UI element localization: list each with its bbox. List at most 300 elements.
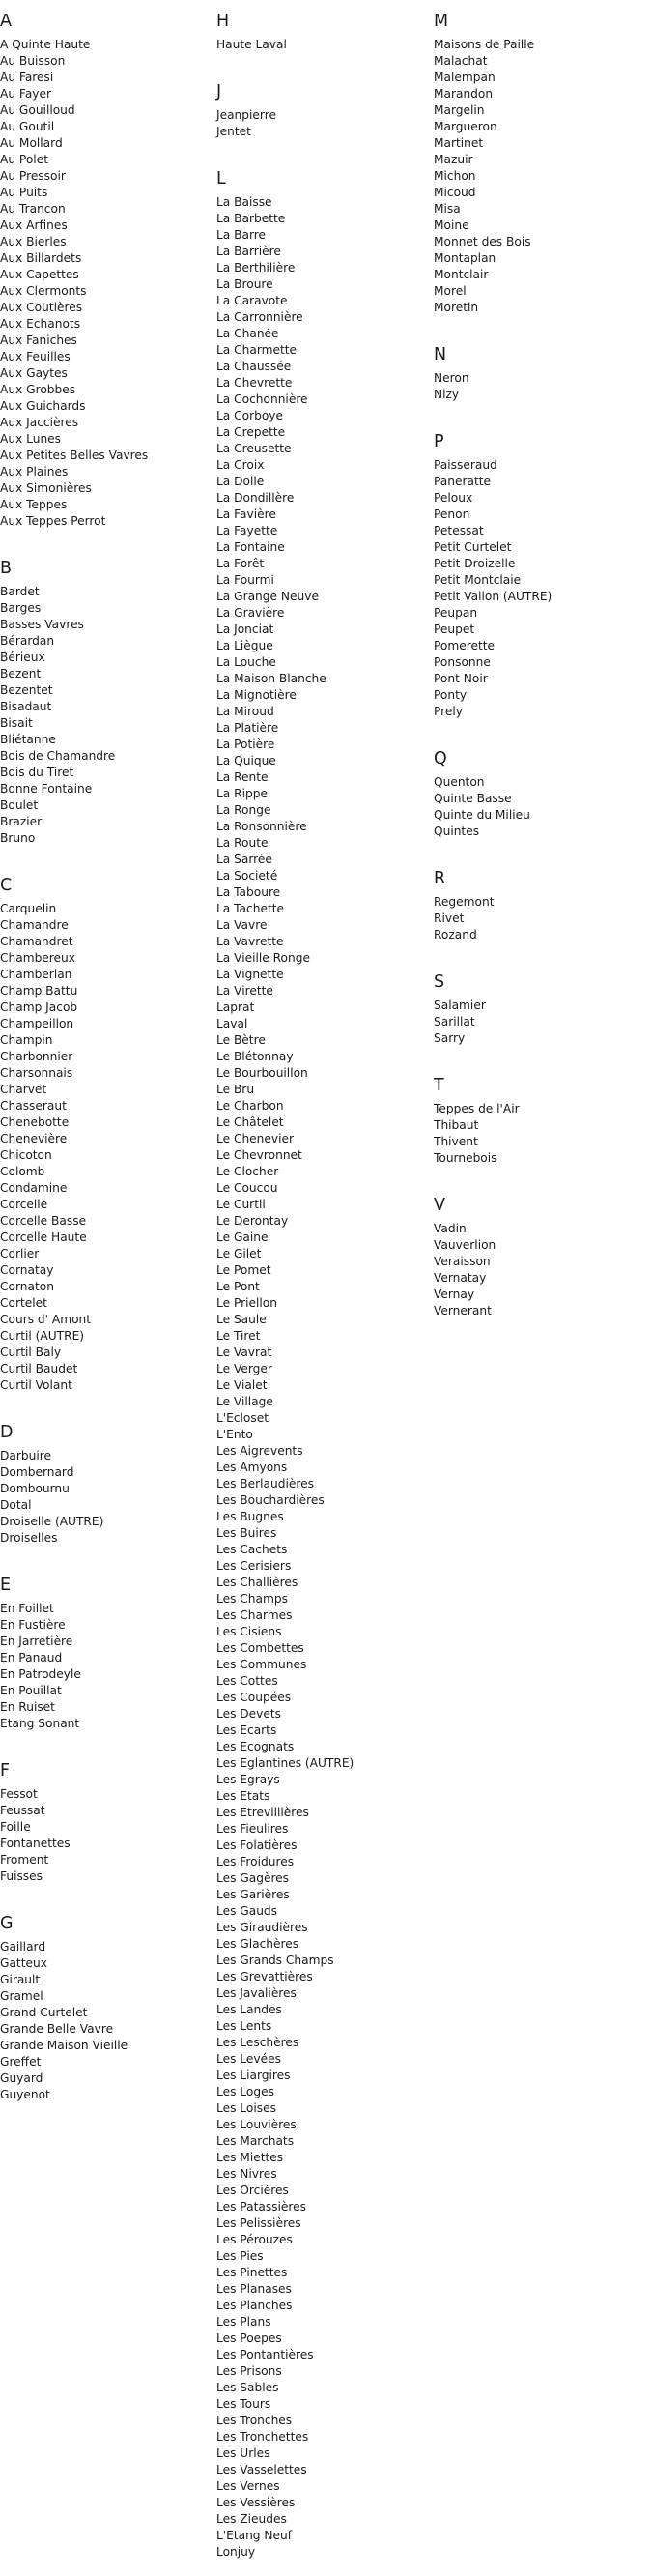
place-link[interactable]: Cornaton (0, 1280, 54, 1293)
place-link[interactable]: Les Pelissières (216, 2216, 301, 2230)
place-link[interactable]: La Vieille Ronge (216, 951, 310, 965)
place-link[interactable]: Montaplan (434, 251, 496, 265)
place-link[interactable]: Aux Petites Belles Vavres (0, 449, 149, 462)
place-link[interactable]: Au Pressoir (0, 169, 66, 183)
place-link[interactable]: Corcelle (0, 1198, 48, 1211)
place-link[interactable]: La Charmette (216, 343, 298, 357)
place-link[interactable]: Gramel (0, 1989, 43, 2003)
place-link[interactable]: Les Cisiens (216, 1625, 282, 1638)
place-link[interactable]: La Chanée (216, 327, 279, 340)
place-link[interactable]: La Forêt (216, 557, 265, 570)
place-link[interactable]: En Foillet (0, 1602, 54, 1615)
place-link[interactable]: Les Giraudières (216, 1921, 308, 1934)
place-link[interactable]: Les Ecarts (216, 1723, 277, 1737)
place-link[interactable]: Bois du Tiret (0, 766, 74, 779)
place-link[interactable]: Chamandre (0, 918, 69, 932)
place-link[interactable]: Aux Jaccières (0, 416, 79, 429)
place-link[interactable]: Thivent (434, 1135, 478, 1148)
place-link[interactable]: Ponty (434, 688, 468, 702)
place-link[interactable]: Le Vialet (216, 1378, 268, 1392)
place-link[interactable]: La Carronnière (216, 310, 303, 324)
place-link[interactable]: Aux Teppes Perrot (0, 514, 106, 528)
place-link[interactable]: Cours d' Amont (0, 1313, 92, 1326)
place-link[interactable]: Champeillon (0, 1017, 74, 1030)
place-link[interactable]: Prely (434, 705, 463, 718)
place-link[interactable]: Au Fayer (0, 87, 52, 101)
place-link[interactable]: Lonjuy (216, 2545, 256, 2559)
place-link[interactable]: Maisons de Paille (434, 38, 535, 51)
place-link[interactable]: La Jonciat (216, 622, 274, 636)
place-link[interactable]: Au Faresi (0, 71, 54, 84)
place-link[interactable]: La Barrière (216, 245, 281, 258)
place-link[interactable]: Peupet (434, 622, 475, 636)
place-link[interactable]: Paisseraud (434, 458, 497, 472)
place-link[interactable]: La Barre (216, 228, 266, 242)
place-link[interactable]: Foille (0, 1820, 31, 1834)
place-link[interactable]: Charvet (0, 1083, 47, 1096)
place-link[interactable]: Petit Montclaie (434, 573, 522, 587)
place-link[interactable]: Pomerette (434, 639, 496, 652)
place-link[interactable]: Le Vavrat (216, 1346, 272, 1359)
place-link[interactable]: Le Verger (216, 1362, 272, 1375)
place-link[interactable]: Les Cottes (216, 1674, 278, 1688)
place-link[interactable]: Les Liargires (216, 2069, 291, 2082)
place-link[interactable]: La Miroud (216, 705, 274, 718)
place-link[interactable]: Les Planases (216, 2282, 292, 2296)
place-link[interactable]: La Chaussée (216, 360, 292, 373)
place-link[interactable]: Jentet (216, 125, 251, 138)
place-link[interactable]: Aux Grobbes (0, 383, 76, 396)
place-link[interactable]: Chambereux (0, 951, 75, 965)
place-link[interactable]: Le Clocher (216, 1165, 279, 1178)
place-link[interactable]: Aux Gaytes (0, 366, 68, 380)
place-link[interactable]: Les Pies (216, 2249, 264, 2263)
place-link[interactable]: La Cochonnière (216, 392, 308, 406)
place-link[interactable]: Chamberlan (0, 968, 72, 981)
place-link[interactable]: Rozand (434, 928, 477, 941)
place-link[interactable]: Penon (434, 507, 470, 521)
place-link[interactable]: Pont Noir (434, 672, 488, 685)
place-link[interactable]: Salamier (434, 999, 486, 1012)
place-link[interactable]: La Vavre (216, 918, 268, 932)
place-link[interactable]: Quinte du Milieu (434, 808, 530, 822)
place-link[interactable]: Les Bouchardières (216, 1493, 325, 1507)
place-link[interactable]: Les Loises (216, 2101, 276, 2115)
place-link[interactable]: Aux Faniches (0, 333, 77, 347)
place-link[interactable]: Les Plans (216, 2315, 271, 2329)
place-link[interactable]: Les Garières (216, 1888, 290, 1901)
place-link[interactable]: Les Vessières (216, 2496, 296, 2509)
place-link[interactable]: La Creusette (216, 442, 292, 455)
place-link[interactable]: Darbuire (0, 1449, 51, 1462)
place-link[interactable]: L'Etang Neuf (216, 2529, 293, 2542)
place-link[interactable]: Peloux (434, 491, 473, 505)
place-link[interactable]: Les Fieulires (216, 1822, 289, 1836)
place-link[interactable]: Margelin (434, 103, 485, 117)
place-link[interactable]: La Doile (216, 475, 265, 488)
place-link[interactable]: Martinet (434, 136, 484, 150)
place-link[interactable]: Corcelle Basse (0, 1214, 87, 1228)
place-link[interactable]: Basses Vavres (0, 618, 84, 631)
place-link[interactable]: Vauverlion (434, 1238, 496, 1252)
place-link[interactable]: Les Marchats (216, 2134, 295, 2148)
place-link[interactable]: Les Buires (216, 1526, 277, 1540)
place-link[interactable]: Les Tours (216, 2397, 271, 2411)
place-link[interactable]: La Fayette (216, 524, 278, 537)
place-link[interactable]: Corlier (0, 1247, 40, 1260)
place-link[interactable]: Le Gaine (216, 1230, 269, 1244)
place-link[interactable]: Les Amyons (216, 1461, 288, 1474)
place-link[interactable]: En Pouillat (0, 1684, 62, 1697)
place-link[interactable]: Monnet des Bois (434, 235, 531, 248)
place-link[interactable]: Le Blétonnay (216, 1050, 294, 1063)
place-link[interactable]: Les Patassières (216, 2200, 306, 2214)
place-link[interactable]: Les Devets (216, 1707, 282, 1721)
place-link[interactable]: Les Pinettes (216, 2266, 288, 2279)
place-link[interactable]: Aux Teppes (0, 498, 68, 511)
place-link[interactable]: Le Châtelet (216, 1115, 284, 1129)
place-link[interactable]: Quintes (434, 825, 480, 838)
place-link[interactable]: Les Ecognats (216, 1740, 295, 1753)
place-link[interactable]: La Maison Blanche (216, 672, 326, 685)
place-link[interactable]: Les Tronches (216, 2414, 293, 2427)
place-link[interactable]: Les Combettes (216, 1641, 304, 1655)
place-link[interactable]: Champin (0, 1033, 53, 1047)
place-link[interactable]: Les Vernes (216, 2479, 280, 2493)
place-link[interactable]: Le Bètre (216, 1033, 266, 1047)
place-link[interactable]: La Broure (216, 277, 273, 291)
place-link[interactable]: Jeanpierre (216, 108, 276, 122)
place-link[interactable]: Au Trancon (0, 202, 66, 216)
place-link[interactable]: Bérardan (0, 634, 55, 648)
place-link[interactable]: Les Aigrevents (216, 1444, 303, 1458)
place-link[interactable]: Mazuir (434, 153, 473, 166)
place-link[interactable]: Les Glachères (216, 1937, 299, 1951)
place-link[interactable]: En Patrodeyle (0, 1667, 81, 1681)
place-link[interactable]: Regemont (434, 895, 495, 909)
place-link[interactable]: Charbonnier (0, 1050, 73, 1063)
place-link[interactable]: Le Village (216, 1395, 273, 1408)
place-link[interactable]: Quinte Basse (434, 792, 512, 805)
place-link[interactable]: Neron (434, 371, 469, 385)
place-link[interactable]: Au Puits (0, 186, 48, 199)
place-link[interactable]: Bonne Fontaine (0, 782, 93, 796)
place-link[interactable]: L'Ento (216, 1428, 253, 1441)
place-link[interactable]: Les Landes (216, 2003, 282, 2016)
place-link[interactable]: La Corboye (216, 409, 284, 422)
place-link[interactable]: Marandon (434, 87, 494, 101)
place-link[interactable]: Au Mollard (0, 136, 63, 150)
place-link[interactable]: Dombernard (0, 1465, 74, 1479)
place-link[interactable]: En Jarretière (0, 1635, 73, 1648)
place-link[interactable]: Le Chevronnet (216, 1148, 302, 1162)
place-link[interactable]: Les Froidures (216, 1855, 295, 1868)
place-link[interactable]: Paneratte (434, 475, 492, 488)
place-link[interactable]: La Dondillère (216, 491, 295, 505)
place-link[interactable]: Fontanettes (0, 1837, 71, 1850)
place-link[interactable]: Les Eglantines (AUTRE) (216, 1756, 354, 1770)
place-link[interactable]: Les Miettes (216, 2151, 284, 2164)
place-link[interactable]: Cornatay (0, 1263, 54, 1277)
place-link[interactable]: Margueron (434, 120, 497, 133)
place-link[interactable]: Les Vasselettes (216, 2463, 307, 2476)
place-link[interactable]: La Caravote (216, 294, 288, 307)
place-link[interactable]: Les Prisons (216, 2364, 282, 2378)
place-link[interactable]: Les Pontantières (216, 2348, 314, 2361)
place-link[interactable]: Fuisses (0, 1869, 43, 1883)
place-link[interactable]: Colomb (0, 1165, 45, 1178)
place-link[interactable]: Le Priellon (216, 1296, 277, 1310)
place-link[interactable]: La Route (216, 836, 269, 850)
place-link[interactable]: Sarry (434, 1031, 466, 1045)
place-link[interactable]: Le Pont (216, 1280, 260, 1293)
place-link[interactable]: Tournebois (434, 1151, 497, 1165)
place-link[interactable]: La Chevrette (216, 376, 293, 390)
place-link[interactable]: Aux Coutières (0, 301, 83, 314)
place-link[interactable]: La Grange Neuve (216, 590, 319, 603)
place-link[interactable]: Moretin (434, 301, 479, 314)
place-link[interactable]: La Virette (216, 984, 273, 998)
place-link[interactable]: Peupan (434, 606, 478, 620)
place-link[interactable]: Champ Jacob (0, 1000, 78, 1014)
place-link[interactable]: Les Loges (216, 2085, 274, 2098)
place-link[interactable]: Les Leschères (216, 2036, 299, 2049)
place-link[interactable]: Les Cerisiers (216, 1559, 292, 1573)
place-link[interactable]: Gaillard (0, 1940, 46, 1954)
place-link[interactable]: Les Etats (216, 1789, 270, 1803)
place-link[interactable]: Vernay (434, 1288, 475, 1301)
place-link[interactable]: Boulet (0, 798, 39, 812)
place-link[interactable]: Bisadaut (0, 700, 52, 713)
place-link[interactable]: Bliétanne (0, 733, 56, 746)
place-link[interactable]: Sarillat (434, 1015, 475, 1028)
place-link[interactable]: Thibaut (434, 1118, 479, 1132)
place-link[interactable]: Aux Echanots (0, 317, 81, 331)
place-link[interactable]: Gatteux (0, 1956, 47, 1970)
place-link[interactable]: La Berthilière (216, 261, 296, 275)
place-link[interactable]: Corcelle Haute (0, 1230, 87, 1244)
place-link[interactable]: Ponsonne (434, 655, 491, 669)
place-link[interactable]: Girault (0, 1973, 41, 1986)
place-link[interactable]: Dotal (0, 1498, 32, 1512)
place-link[interactable]: La Rente (216, 770, 269, 784)
place-link[interactable]: Aux Plaines (0, 465, 69, 478)
place-link[interactable]: Froment (0, 1853, 49, 1867)
place-link[interactable]: Le Pomet (216, 1263, 271, 1277)
place-link[interactable]: La Tachette (216, 902, 285, 915)
place-link[interactable]: Les Poepes (216, 2331, 282, 2345)
place-link[interactable]: Condamine (0, 1181, 68, 1195)
place-link[interactable]: Le Derontay (216, 1214, 289, 1228)
place-link[interactable]: Les Egrays (216, 1773, 280, 1786)
place-link[interactable]: Les Nivres (216, 2167, 277, 2181)
place-link[interactable]: Aux Lunes (0, 432, 62, 446)
place-link[interactable]: Aux Capettes (0, 268, 79, 281)
place-link[interactable]: Micoud (434, 186, 476, 199)
place-link[interactable]: Le Charbon (216, 1099, 284, 1113)
place-link[interactable]: Curtil Baly (0, 1346, 62, 1359)
place-link[interactable]: Aux Arfines (0, 218, 68, 232)
place-link[interactable]: La Sarrée (216, 853, 272, 866)
place-link[interactable]: Malachat (434, 54, 488, 68)
place-link[interactable]: Aux Feuilles (0, 350, 71, 363)
place-link[interactable]: Aux Clermonts (0, 284, 87, 298)
place-link[interactable]: Les Communes (216, 1658, 307, 1671)
place-link[interactable]: Les Zieudes (216, 2512, 287, 2526)
place-link[interactable]: Veraisson (434, 1255, 491, 1268)
place-link[interactable]: Guyard (0, 2071, 43, 2085)
place-link[interactable]: Au Buisson (0, 54, 66, 68)
place-link[interactable]: Le Bourbouillon (216, 1066, 308, 1080)
place-link[interactable]: Vernatay (434, 1271, 487, 1285)
place-link[interactable]: Chasseraut (0, 1099, 67, 1113)
place-link[interactable]: Petit Droizelle (434, 557, 516, 570)
place-link[interactable]: Haute Laval (216, 38, 287, 51)
place-link[interactable]: Les Lents (216, 2019, 272, 2033)
place-link[interactable]: La Vignette (216, 968, 284, 981)
place-link[interactable]: Droiselles (0, 1531, 58, 1545)
place-link[interactable]: Bruno (0, 831, 36, 845)
place-link[interactable]: Grande Belle Vavre (0, 2022, 114, 2036)
place-link[interactable]: Les Cachets (216, 1543, 288, 1556)
place-link[interactable]: Brazier (0, 815, 43, 828)
place-link[interactable]: La Mignotière (216, 688, 297, 702)
place-link[interactable]: Les Javalières (216, 1986, 297, 2000)
place-link[interactable]: Les Grands Champs (216, 1954, 334, 1967)
place-link[interactable]: Le Coucou (216, 1181, 278, 1195)
place-link[interactable]: Montclair (434, 268, 489, 281)
place-link[interactable]: Petit Vallon (AUTRE) (434, 590, 553, 603)
place-link[interactable]: Les Berlaudières (216, 1477, 314, 1491)
place-link[interactable]: Fessot (0, 1787, 38, 1801)
place-link[interactable]: Rivet (434, 912, 465, 925)
place-link[interactable]: Aux Simonières (0, 481, 92, 495)
place-link[interactable]: Moine (434, 218, 469, 232)
place-link[interactable]: La Gravière (216, 606, 285, 620)
place-link[interactable]: Les Etrevillières (216, 1806, 309, 1819)
place-link[interactable]: La Barbette (216, 212, 286, 225)
place-link[interactable]: Chenebotte (0, 1115, 70, 1129)
place-link[interactable]: La Crepette (216, 425, 286, 439)
place-link[interactable]: Droiselle (AUTRE) (0, 1515, 104, 1528)
place-link[interactable]: Carquelin (0, 902, 57, 915)
place-link[interactable]: La Favière (216, 507, 276, 521)
place-link[interactable]: Feussat (0, 1804, 45, 1817)
place-link[interactable]: La Platière (216, 721, 279, 735)
place-link[interactable]: Malempan (434, 71, 496, 84)
place-link[interactable]: La Croix (216, 458, 265, 472)
place-link[interactable]: La Societé (216, 869, 278, 883)
place-link[interactable]: Les Orcières (216, 2184, 289, 2197)
place-link[interactable]: Grande Maison Vieille (0, 2039, 128, 2052)
place-link[interactable]: La Liègue (216, 639, 273, 652)
place-link[interactable]: Les Gagères (216, 1871, 290, 1885)
place-link[interactable]: Greffet (0, 2055, 42, 2069)
place-link[interactable]: Chicoton (0, 1148, 52, 1162)
place-link[interactable]: Barges (0, 601, 42, 615)
place-link[interactable]: L'Ecloset (216, 1411, 269, 1425)
place-link[interactable]: En Fustière (0, 1618, 66, 1632)
place-link[interactable]: En Panaud (0, 1651, 63, 1664)
place-link[interactable]: La Quique (216, 754, 276, 767)
place-link[interactable]: Guyenot (0, 2088, 50, 2101)
place-link[interactable]: La Vavrette (216, 935, 284, 948)
place-link[interactable]: Le Chenevier (216, 1132, 295, 1145)
place-link[interactable]: Les Planches (216, 2299, 293, 2312)
place-link[interactable]: Vadin (434, 1222, 467, 1235)
place-link[interactable]: Le Saule (216, 1313, 267, 1326)
place-link[interactable]: La Potière (216, 738, 275, 751)
place-link[interactable]: La Fourmi (216, 573, 274, 587)
place-link[interactable]: Champ Battu (0, 984, 78, 998)
place-link[interactable]: Petessat (434, 524, 484, 537)
place-link[interactable]: Les Bugnes (216, 1510, 284, 1523)
place-link[interactable]: Le Bru (216, 1083, 255, 1096)
place-link[interactable]: Les Charmes (216, 1608, 293, 1622)
place-link[interactable]: Les Grevattières (216, 1970, 313, 1983)
place-link[interactable]: Laval (216, 1017, 248, 1030)
place-link[interactable]: Au Goutil (0, 120, 55, 133)
place-link[interactable]: Le Curtil (216, 1198, 266, 1211)
place-link[interactable]: Chenevière (0, 1132, 68, 1145)
place-link[interactable]: La Rippe (216, 787, 268, 800)
place-link[interactable]: Les Coupées (216, 1691, 292, 1704)
place-link[interactable]: Les Louvières (216, 2118, 297, 2131)
place-link[interactable]: Misa (434, 202, 461, 216)
place-link[interactable]: Petit Curtelet (434, 540, 512, 554)
place-link[interactable]: Michon (434, 169, 476, 183)
place-link[interactable]: Les Pérouzes (216, 2233, 293, 2246)
place-link[interactable]: Dombournu (0, 1482, 70, 1495)
place-link[interactable]: La Louche (216, 655, 276, 669)
place-link[interactable]: Curtil Baudet (0, 1362, 78, 1375)
place-link[interactable]: Nizy (434, 388, 460, 401)
place-link[interactable]: Bardet (0, 585, 40, 598)
place-link[interactable]: Bérieux (0, 651, 45, 664)
place-link[interactable]: Laprat (216, 1000, 255, 1014)
place-link[interactable]: Les Levées (216, 2052, 281, 2066)
place-link[interactable]: Teppes de l'Air (434, 1102, 520, 1115)
place-link[interactable]: Le Tiret (216, 1329, 261, 1343)
place-link[interactable]: La Baisse (216, 195, 272, 209)
place-link[interactable]: Vernerant (434, 1304, 492, 1317)
place-link[interactable]: Bezentet (0, 683, 53, 697)
place-link[interactable]: A Quinte Haute (0, 38, 91, 51)
place-link[interactable]: Aux Billardets (0, 251, 82, 265)
place-link[interactable]: Les Folatières (216, 1838, 298, 1852)
place-link[interactable]: Bois de Chamandre (0, 749, 116, 763)
place-link[interactable]: Cortelet (0, 1296, 47, 1310)
place-link[interactable]: Morel (434, 284, 467, 298)
place-link[interactable]: Grand Curtelet (0, 2006, 88, 2019)
place-link[interactable]: En Ruiset (0, 1700, 55, 1714)
place-link[interactable]: La Taboure (216, 885, 281, 899)
place-link[interactable]: Bisait (0, 716, 33, 730)
place-link[interactable]: Charsonnais (0, 1066, 73, 1080)
place-link[interactable]: Au Gouilloud (0, 103, 75, 117)
place-link[interactable]: Les Sables (216, 2381, 279, 2394)
place-link[interactable]: Curtil (AUTRE) (0, 1329, 85, 1343)
place-link[interactable]: Bezent (0, 667, 42, 680)
place-link[interactable]: Au Polet (0, 153, 48, 166)
place-link[interactable]: Chamandret (0, 935, 73, 948)
place-link[interactable]: Etang Sonant (0, 1717, 80, 1730)
place-link[interactable]: Les Urles (216, 2446, 270, 2460)
place-link[interactable]: Le Gilet (216, 1247, 262, 1260)
place-link[interactable]: La Ronsonnière (216, 820, 307, 833)
place-link[interactable]: Les Champs (216, 1592, 288, 1606)
place-link[interactable]: La Ronge (216, 803, 271, 817)
